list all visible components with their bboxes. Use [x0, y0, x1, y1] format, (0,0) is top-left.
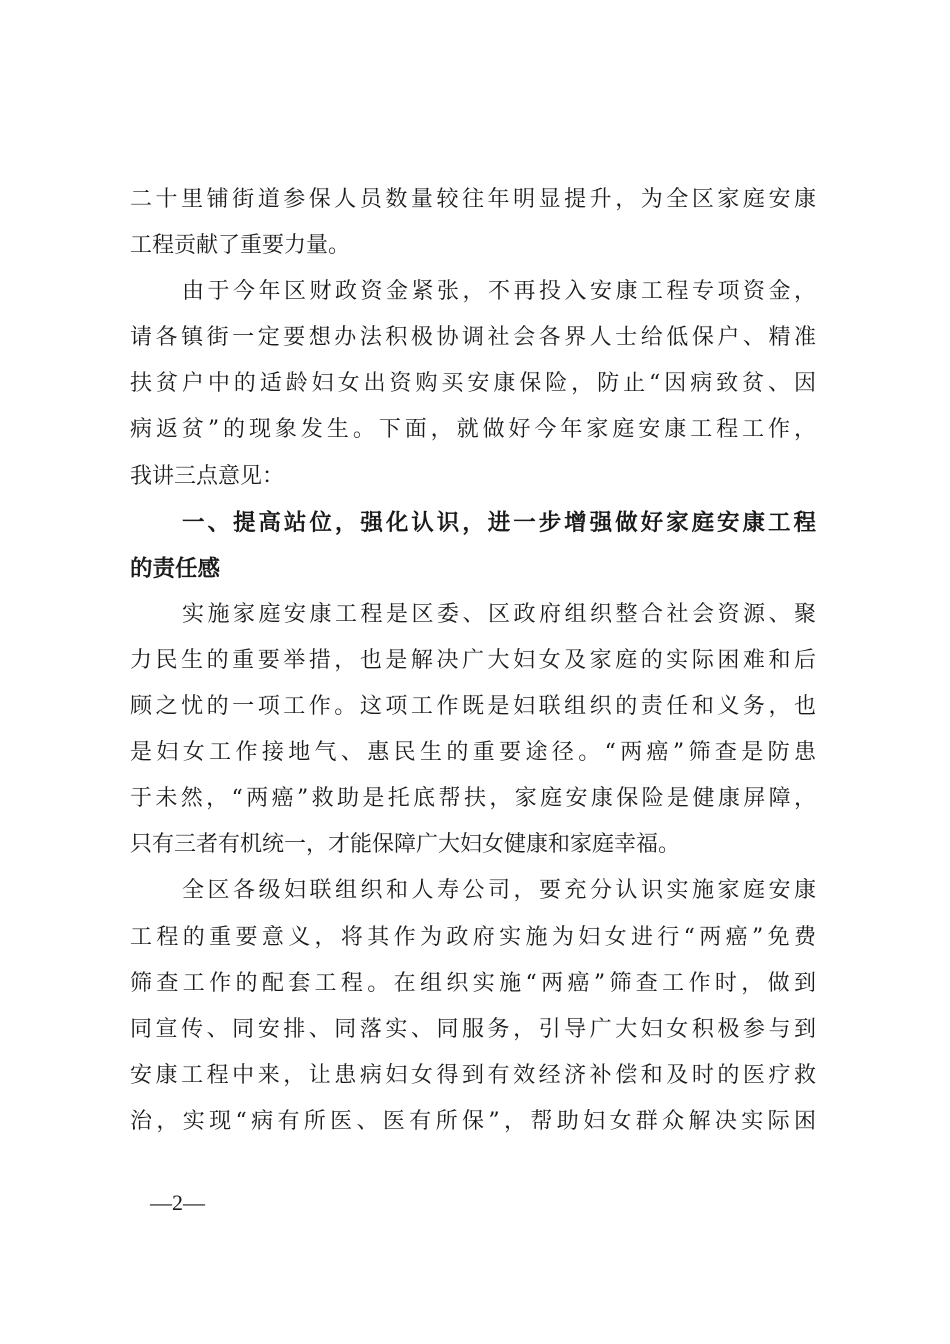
- section-heading: 一、提高站位，强化认识，进一步增强做好家庭安康工程: [182, 509, 816, 536]
- paragraph-line: 筛查工作的配套工程。在组织实施“两癌”筛查工作时，做到: [130, 970, 816, 996]
- paragraph-line: 扶贫户中的适龄妇女出资购买安康保险，防止“因病致贫、因: [130, 371, 816, 397]
- document-body: [130, 177, 816, 1145]
- paragraph-line: 病返贫”的现象发生。下面，就做好今年家庭安康工程工作，: [130, 417, 816, 443]
- paragraph-line: 实施家庭安康工程是区委、区政府组织整合社会资源、聚: [182, 601, 816, 627]
- section-heading: 的责任感: [130, 555, 221, 582]
- paragraph-line: 全区各级妇联组织和人寿公司，要充分认识实施家庭安康: [182, 878, 816, 904]
- paragraph-line: 由于今年区财政资金紧张，不再投入安康工程专项资金，: [182, 279, 816, 305]
- page-number: —2—: [150, 1190, 205, 1215]
- paragraph-line: 同宣传、同安排、同落实、同服务，引导广大妇女积极参与到: [130, 1016, 816, 1042]
- paragraph-line: 于未然，“两癌”救助是托底帮扶，家庭安康保险是健康屏障，: [130, 786, 816, 812]
- paragraph-line: 安康工程中来，让患病妇女得到有效经济补偿和及时的医疗救: [130, 1062, 816, 1088]
- paragraph-line: 工程贡献了重要力量。: [130, 233, 351, 259]
- paragraph-line: 治，实现“病有所医、医有所保”，帮助妇女群众解决实际困: [130, 1108, 816, 1134]
- paragraph-line: 请各镇街一定要想办法积极协调社会各界人士给低保户、精准: [130, 325, 816, 351]
- paragraph-line: 工程的重要意义，将其作为政府实施为妇女进行“两癌”免费: [130, 924, 816, 950]
- paragraph-line: 是妇女工作接地气、惠民生的重要途径。“两癌”筛查是防患: [130, 740, 816, 766]
- paragraph-line: 我讲三点意见：: [130, 463, 285, 489]
- paragraph-line: 只有三者有机统一，才能保障广大妇女健康和家庭幸福。: [130, 832, 681, 858]
- paragraph-line: 顾之忧的一项工作。这项工作既是妇联组织的责任和义务，也: [130, 694, 816, 720]
- paragraph-line: 力民生的重要举措，也是解决广大妇女及家庭的实际困难和后: [130, 647, 816, 673]
- paragraph-line: 二十里铺街道参保人员数量较往年明显提升，为全区家庭安康: [130, 187, 816, 212]
